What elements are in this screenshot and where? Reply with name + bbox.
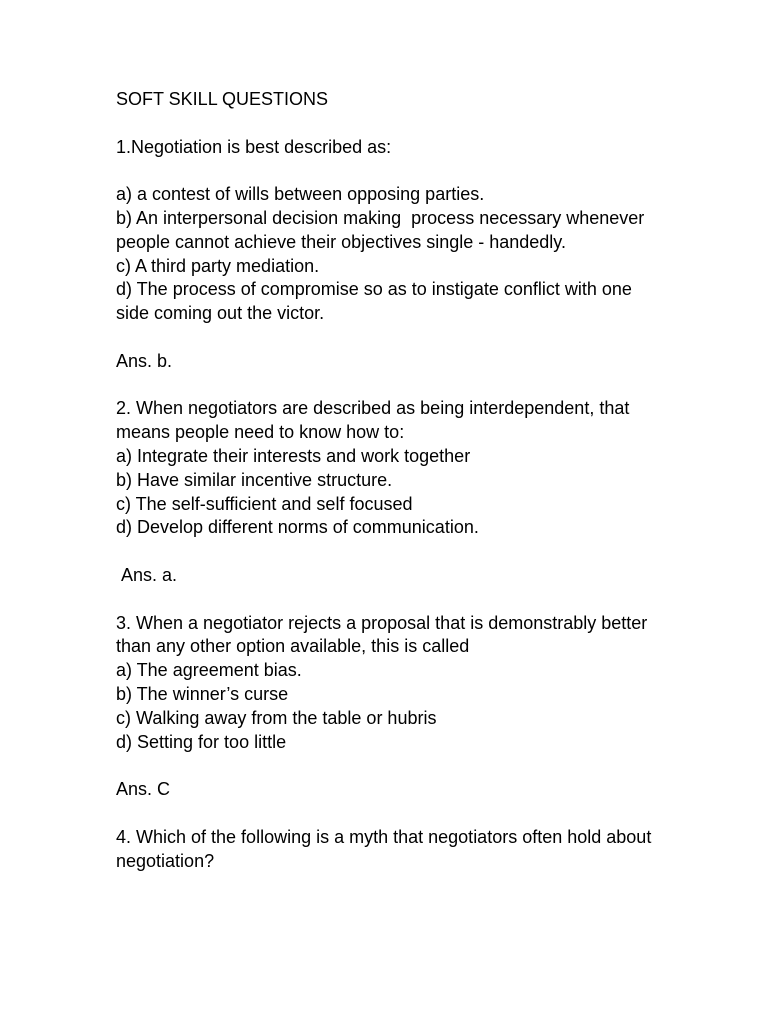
- question-2-prompt: 2. When negotiators are described as being interdependent, that means people need to know how to:: [116, 398, 635, 443]
- spacer: [116, 374, 656, 398]
- document-page: [116, 88, 656, 873]
- question-3-option-d: d) Setting for too little: [116, 731, 287, 752]
- question-1-option-c: c) A third party mediation.: [116, 255, 320, 276]
- question-2-option-a: a) Integrate their interests and work together: [116, 445, 471, 466]
- question-3-option-b: b) The winner’s curse: [116, 683, 289, 704]
- question-1-option-a: a) a contest of wills between opposing parties.: [116, 184, 485, 205]
- question-2-option-b: b) Have similar incentive structure.: [116, 469, 393, 490]
- spacer: [116, 159, 656, 183]
- question-3-option-a: a) The agreement bias.: [116, 660, 302, 681]
- question-1-option-d: d) The process of compromise so as to instigate conflict with one side coming out the victor.: [116, 279, 637, 324]
- spacer: [116, 326, 656, 350]
- question-2-option-d: d) Develop different norms of communication.: [116, 517, 479, 538]
- question-3-prompt: 3. When a negotiator rejects a proposal that is demonstrably better than any other option available, this is called: [116, 612, 653, 657]
- question-1-prompt: 1.Negotiation is best described as:: [116, 136, 392, 157]
- spacer: [116, 540, 656, 564]
- spacer: [116, 588, 656, 612]
- question-3-answer: Ans. C: [116, 779, 171, 800]
- question-4-prompt: 4. Which of the following is a myth that negotiators often hold about negotiation?: [116, 826, 657, 871]
- question-2-option-c: c) The self-sufficient and self focused: [116, 493, 413, 514]
- spacer: [116, 112, 656, 136]
- question-2-answer: Ans. a.: [116, 564, 178, 585]
- spacer: [116, 754, 656, 778]
- question-1-option-b: b) An interpersonal decision making process necessary whenever people cannot achieve their objectives single - handedly.: [116, 207, 650, 252]
- spacer: [116, 802, 656, 826]
- question-1-answer: Ans. b.: [116, 350, 173, 371]
- document-title: SOFT SKILL QUESTIONS: [116, 89, 329, 109]
- question-3-option-c: c) Walking away from the table or hubris: [116, 707, 437, 728]
